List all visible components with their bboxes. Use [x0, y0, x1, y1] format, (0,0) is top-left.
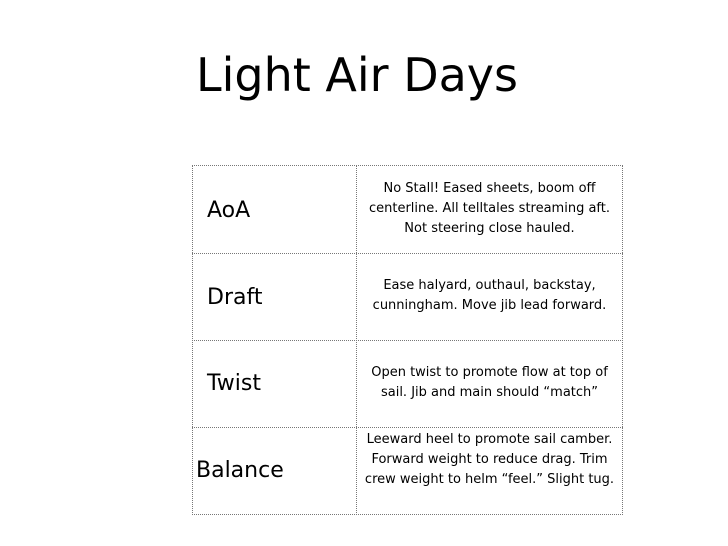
row-description-aoa: No Stall! Eased sheets, boom off centerline. All telltales streaming aft. Not steering close hauled.: [368, 181, 611, 236]
row-divider: [192, 340, 623, 341]
table-bottom-border: [192, 514, 623, 515]
row-description-twist: Open twist to promote flow at top of sail. Jib and main should “match”: [371, 365, 608, 400]
table-left-border: [192, 165, 193, 515]
row-description-draft: Ease halyard, outhaul, backstay, cunningham. Move jib lead forward.: [372, 278, 607, 313]
light-air-table: [192, 165, 623, 515]
row-divider: [192, 253, 623, 254]
table-top-border: [192, 165, 623, 166]
row-label-balance: Balance: [196, 458, 284, 483]
row-divider: [192, 427, 623, 428]
row-label-twist: Twist: [207, 371, 261, 396]
row-description-balance: Leeward heel to promote sail camber. Forward weight to reduce drag. Trim crew weight to helm “feel.” Slight tug.: [364, 432, 615, 487]
row-label-aoa: AoA: [207, 198, 251, 223]
row-label-draft: Draft: [207, 285, 263, 310]
slide-title: Light Air Days: [196, 48, 518, 102]
